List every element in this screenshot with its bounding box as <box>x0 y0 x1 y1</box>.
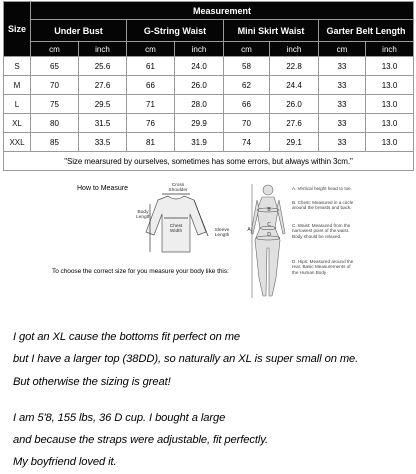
measurement-cell: 29.1 <box>270 133 319 152</box>
measurement-cell: 33 <box>319 57 366 76</box>
unit-label: cm <box>127 42 175 57</box>
measurement-cell: 29.5 <box>79 95 127 114</box>
legend-chest: B. Chest: Measured in a circle around the breasts and back. <box>292 200 354 211</box>
measurement-cell: 85 <box>31 133 79 152</box>
size-header: Size <box>4 2 31 57</box>
label-sleeve-length: Sleeve Length <box>214 228 230 238</box>
size-chart-table <box>3 1 414 171</box>
legend-height: A. Vertical height head to toe. <box>292 186 353 191</box>
size-label: XL <box>4 114 31 133</box>
review-line: but I have a larger top (38DD), so naturally an XL is super small on me. <box>13 353 359 366</box>
measurement-cell: 27.6 <box>79 76 127 95</box>
column-under-bust: Under Bust <box>31 20 127 42</box>
measure-illustration <box>40 178 370 302</box>
measurement-cell: 70 <box>224 114 270 133</box>
unit-label: cm <box>31 42 79 57</box>
column-g-string-waist: G-String Waist <box>127 20 224 42</box>
legend-waist: C. Waist: Measured from the narrowest point of the waist. Body should be relaxed. <box>292 223 351 239</box>
measurement-cell: 26.0 <box>270 95 319 114</box>
measurement-cell: 74 <box>224 133 270 152</box>
measurement-cell: 24.4 <box>270 76 319 95</box>
measurement-cell: 66 <box>224 95 270 114</box>
measurement-cell: 13.0 <box>366 76 414 95</box>
measurement-cell: 75 <box>31 95 79 114</box>
unit-label: inch <box>79 42 127 57</box>
column-mini-skirt-waist: Mini Skirt Waist <box>224 20 319 42</box>
measurement-cell: 76 <box>127 114 175 133</box>
measurement-cell: 70 <box>31 76 79 95</box>
how-to-measure-title: How to Measure <box>77 185 128 192</box>
measurement-cell: 13.0 <box>366 95 414 114</box>
measurement-cell: 33.5 <box>79 133 127 152</box>
size-row <box>4 114 414 133</box>
measurement-title: Measurement <box>31 2 414 20</box>
figure-letter-a: A <box>247 227 251 233</box>
label-body-length: Body Length <box>136 210 151 220</box>
size-row <box>4 76 414 95</box>
review-line: I am 5'8, 155 lbs, 36 D cup. I bought a large <box>13 411 226 424</box>
size-row <box>4 133 414 152</box>
measurement-cell: 26.0 <box>175 76 224 95</box>
label-cross-shoulder: Cross Shoulder <box>168 183 188 193</box>
review-line: But otherwise the sizing is great! <box>13 375 171 388</box>
measurement-cell: 13.0 <box>366 133 414 152</box>
measurement-cell: 25.6 <box>79 57 127 76</box>
figure-letter-d: D <box>267 232 271 238</box>
review-line: and because the straps were adjustable, fit perfectly. <box>13 434 268 447</box>
guide-caption: To choose the correct size for you measure your body like this: <box>52 268 229 275</box>
body-figure <box>251 185 285 296</box>
measurement-cell: 22.8 <box>270 57 319 76</box>
measurement-cell: 24.0 <box>175 57 224 76</box>
measurement-cell: 71 <box>127 95 175 114</box>
measurement-cell: 58 <box>224 57 270 76</box>
unit-label: cm <box>319 42 366 57</box>
measurement-cell: 29.9 <box>175 114 224 133</box>
measurement-cell: 31.9 <box>175 133 224 152</box>
measurement-cell: 33 <box>319 76 366 95</box>
measurement-cell: 66 <box>127 76 175 95</box>
size-label: XXL <box>4 133 31 152</box>
measurement-cell: 33 <box>319 114 366 133</box>
measurement-cell: 31.5 <box>79 114 127 133</box>
size-label: M <box>4 76 31 95</box>
figure-letter-c: C <box>267 222 271 228</box>
figure-letter-b: B <box>267 207 271 213</box>
measurement-cell: 13.0 <box>366 114 414 133</box>
unit-label: cm <box>224 42 270 57</box>
size-label: S <box>4 57 31 76</box>
measurement-cell: 28.0 <box>175 95 224 114</box>
measurement-cell: 62 <box>224 76 270 95</box>
measurement-cell: 33 <box>319 95 366 114</box>
measurement-cell: 80 <box>31 114 79 133</box>
column-garter-belt-length: Garter Belt Length <box>319 20 414 42</box>
measurement-cell: 81 <box>127 133 175 152</box>
measurement-cell: 33 <box>319 133 366 152</box>
how-to-measure-guide <box>40 178 370 302</box>
size-label: L <box>4 95 31 114</box>
size-row <box>4 95 414 114</box>
legend-hips: D. Hips: Measured around the rear. Basic Measurements of the Human Body <box>292 259 354 275</box>
unit-label: inch <box>366 42 414 57</box>
unit-label: inch <box>175 42 224 57</box>
size-row <box>4 57 414 76</box>
unit-label: inch <box>270 42 319 57</box>
measurement-cell: 65 <box>31 57 79 76</box>
review-line: My boyfriend loved it. <box>13 456 117 469</box>
size-note: "Size mearsured by ourselves, sometimes has some errors, but always within 3cm." <box>4 152 414 171</box>
measurement-cell: 27.6 <box>270 114 319 133</box>
review-line: I got an XL cause the bottoms fit perfect on me <box>13 331 241 343</box>
measurement-cell: 13.0 <box>366 57 414 76</box>
measurement-cell: 61 <box>127 57 175 76</box>
customer-reviews <box>13 326 413 474</box>
label-chest-width: Chest Width <box>169 224 183 234</box>
